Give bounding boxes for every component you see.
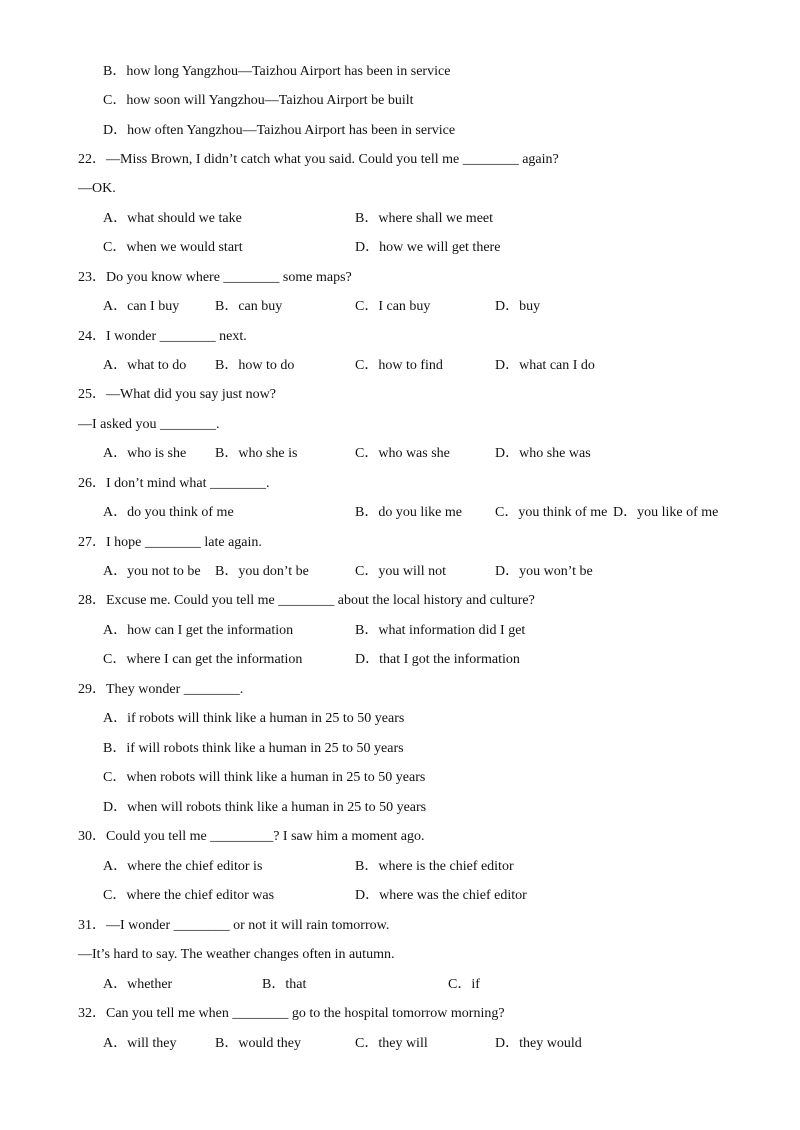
q31-option-c: C．if	[448, 977, 480, 992]
q30-stem: 30．Could you tell me _________? I saw him a moment ago.	[78, 829, 425, 844]
q24-option-b: B．how to do	[215, 358, 295, 373]
q22-option-c: C．when we would start	[103, 240, 243, 255]
q25-option-a: A．who is she	[103, 446, 187, 461]
q25-option-d: D．who she was	[495, 446, 591, 461]
q28-option-d: D．that I got the information	[355, 652, 520, 667]
q27-option-c: C．you will not	[355, 564, 447, 579]
q21-option-b: B．how long Yangzhou—Taizhou Airport has been in service	[103, 64, 451, 79]
q27-option-d: D．you won’t be	[495, 564, 593, 579]
q31-reply: —It’s hard to say. The weather changes often in autumn.	[78, 947, 395, 962]
q25-option-b: B．who she is	[215, 446, 298, 461]
q23-option-c: C．I can buy	[355, 299, 431, 314]
q26-option-b: B．do you like me	[355, 505, 462, 520]
q31-option-a: A．whether	[103, 977, 173, 992]
q27-option-a: A．you not to be	[103, 564, 201, 579]
q30-option-b: B．where is the chief editor	[355, 859, 514, 874]
q24-option-a: A．what to do	[103, 358, 187, 373]
q23-stem: 23．Do you know where ________ some maps?	[78, 270, 352, 285]
q32-option-b: B．would they	[215, 1036, 301, 1051]
q29-option-a: A．if robots will think like a human in 25 to 50 years	[103, 711, 405, 726]
q23-option-a: A．can I buy	[103, 299, 180, 314]
q25-stem: 25．—What did you say just now?	[78, 387, 276, 402]
q27-option-b: B．you don’t be	[215, 564, 309, 579]
q26-option-d: D．you like of me	[613, 505, 719, 520]
q29-stem: 29．They wonder ________.	[78, 682, 244, 697]
q24-stem: 24．I wonder ________ next.	[78, 329, 247, 344]
q26-option-c: C．you think of me	[495, 505, 608, 520]
q22-reply: —OK.	[78, 181, 116, 196]
q32-option-d: D．they would	[495, 1036, 582, 1051]
q30-option-c: C．where the chief editor was	[103, 888, 275, 903]
q31-option-b: B．that	[262, 977, 307, 992]
q32-stem: 32．Can you tell me when ________ go to the hospital tomorrow morning?	[78, 1006, 505, 1021]
q25-reply: —I asked you ________.	[78, 417, 220, 432]
q28-option-a: A．how can I get the information	[103, 623, 294, 638]
q28-option-c: C．where I can get the information	[103, 652, 303, 667]
q29-option-d: D．when will robots think like a human in 25 to 50 years	[103, 800, 427, 815]
q24-option-d: D．what can I do	[495, 358, 595, 373]
q30-option-a: A．where the chief editor is	[103, 859, 263, 874]
q25-option-c: C．who was she	[355, 446, 450, 461]
q21-option-c: C．how soon will Yangzhou—Taizhou Airport be built	[103, 93, 414, 108]
q22-option-d: D．how we will get there	[355, 240, 501, 255]
q32-option-a: A．will they	[103, 1036, 177, 1051]
q28-stem: 28．Excuse me. Could you tell me ________ about the local history and culture?	[78, 593, 535, 608]
q22-option-a: A．what should we take	[103, 211, 242, 226]
q30-option-d: D．where was the chief editor	[355, 888, 527, 903]
q26-stem: 26．I don’t mind what ________.	[78, 476, 270, 491]
q28-option-b: B．what information did I get	[355, 623, 526, 638]
q21-option-d: D．how often Yangzhou—Taizhou Airport has been in service	[103, 123, 456, 138]
q23-option-d: D．buy	[495, 299, 541, 314]
q31-stem: 31．—I wonder ________ or not it will rain tomorrow.	[78, 918, 390, 933]
q29-option-b: B．if will robots think like a human in 25 to 50 years	[103, 741, 404, 756]
q27-stem: 27．I hope ________ late again.	[78, 535, 262, 550]
q23-option-b: B．can buy	[215, 299, 283, 314]
q22-option-b: B．where shall we meet	[355, 211, 494, 226]
q24-option-c: C．how to find	[355, 358, 443, 373]
q26-option-a: A．do you think of me	[103, 505, 234, 520]
q22-stem: 22．—Miss Brown, I didn’t catch what you said. Could you tell me ________ again?	[78, 152, 559, 167]
q32-option-c: C．they will	[355, 1036, 428, 1051]
q29-option-c: C．when robots will think like a human in 25 to 50 years	[103, 770, 426, 785]
